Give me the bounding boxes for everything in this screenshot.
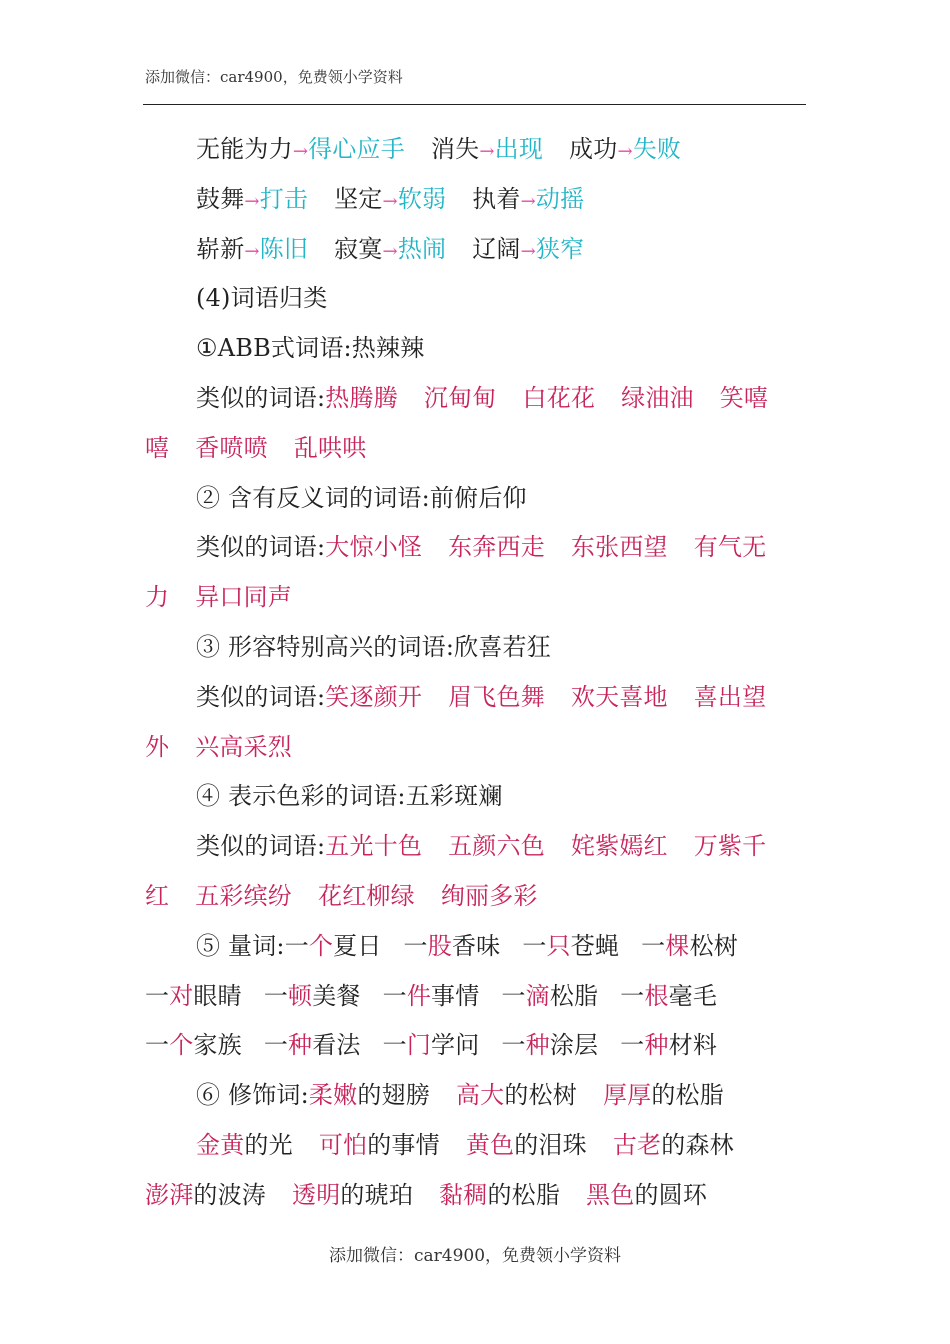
- measure-noun: 夏日: [333, 931, 382, 960]
- antonym-answer: 出现: [494, 135, 544, 163]
- measure-noun: 事情: [431, 981, 480, 1010]
- document-body: [145, 125, 810, 1221]
- measure-words-line: [145, 1021, 810, 1071]
- antonym-answer: 狭窄: [535, 234, 585, 263]
- similar-words-continued: [145, 872, 810, 922]
- answer-word: 笑逐颜开: [325, 682, 423, 711]
- modifier-line: [145, 1121, 810, 1171]
- similar-words-continued: [145, 573, 810, 623]
- antonym-row: [145, 125, 810, 175]
- answer-word: 红: [145, 881, 170, 910]
- group-title: ② 含有反义词的词语:前俯后仰: [196, 483, 527, 512]
- measure-prefix: 一: [145, 981, 170, 1010]
- arrow-icon: →: [382, 240, 398, 262]
- answer-word: 眉飞色舞: [448, 682, 545, 711]
- arrow-icon: →: [520, 240, 536, 262]
- measure-prefix: 一: [263, 981, 289, 1010]
- measure-prefix: 一: [382, 1031, 407, 1060]
- similar-label: 类似的词语:: [196, 533, 326, 562]
- antonym-word: 无能为力: [196, 135, 293, 163]
- antonym-word: 鼓舞: [196, 184, 245, 213]
- measure-word: 对: [169, 981, 194, 1010]
- measure-noun: 美餐: [312, 981, 361, 1010]
- measure-prefix: 一: [620, 1031, 645, 1060]
- modified-noun: 的波涛: [193, 1180, 267, 1209]
- antonym-answer: 动摇: [535, 184, 585, 213]
- answer-word: 绚丽多彩: [440, 881, 538, 910]
- antonym-word: 执着: [472, 184, 521, 213]
- answer-word: 沉甸甸: [423, 383, 497, 412]
- measure-prefix: 一: [501, 1031, 526, 1060]
- answer-word: 五光十色: [325, 832, 423, 861]
- antonym-answer: 软弱: [397, 184, 447, 213]
- measure-prefix: 一: [145, 1031, 170, 1060]
- arrow-icon: →: [479, 141, 495, 162]
- answer-word: 东奔西走: [448, 533, 545, 562]
- measure-noun: 苍蝇: [570, 931, 620, 960]
- measure-word: 门: [406, 1031, 432, 1060]
- section-title: (4)词语归类: [196, 284, 328, 313]
- answer-word: 力: [145, 583, 170, 612]
- similar-label: 类似的词语:: [196, 383, 326, 412]
- page-footer: 添加微信：car4900，免费领小学资料: [328, 1246, 622, 1266]
- group-title: ①ABB式词语:热辣辣: [196, 334, 425, 363]
- measure-prefix: 一: [501, 981, 526, 1010]
- antonym-answer: 打击: [259, 184, 309, 213]
- antonym-answer: 热闹: [397, 234, 447, 263]
- measure-prefix: 一: [403, 931, 428, 960]
- answer-word: 外: [145, 732, 170, 761]
- antonym-word: 崭新: [196, 234, 245, 263]
- measure-noun: 材料: [668, 1031, 718, 1060]
- modified-noun: 的事情: [367, 1130, 440, 1159]
- group-title: ④ 表示色彩的词语:五彩斑斓: [196, 782, 503, 811]
- group-label: ⑤ 量词:: [196, 931, 285, 960]
- modifier-word: 厚厚: [602, 1081, 652, 1110]
- modifier-word: 透明: [292, 1180, 341, 1209]
- modified-noun: 的泪珠: [514, 1130, 587, 1159]
- answer-word: 姹紫嫣红: [570, 832, 668, 861]
- modified-noun: 的光: [244, 1130, 293, 1159]
- modifier-word: 黑色: [586, 1180, 635, 1209]
- answer-word: 五彩缤纷: [195, 881, 293, 910]
- measure-word: 个: [308, 931, 334, 960]
- measure-word: 个: [169, 1031, 194, 1060]
- answer-word: 绿油油: [621, 383, 694, 412]
- answer-word: 兴高采烈: [195, 732, 293, 761]
- modified-noun: 的圆环: [634, 1180, 708, 1209]
- antonym-word: 消失: [430, 135, 480, 163]
- modifier-word: 古老: [612, 1130, 662, 1159]
- antonym-answer: 得心应手: [308, 135, 405, 163]
- measure-noun: 松树: [689, 931, 738, 960]
- answer-word: 笑嘻: [719, 383, 769, 412]
- similar-words-line: [145, 822, 810, 872]
- measure-noun: 香味: [451, 931, 501, 960]
- measure-noun: 看法: [312, 1031, 361, 1060]
- measure-word: 股: [427, 931, 452, 960]
- measure-noun: 学问: [431, 1031, 480, 1060]
- similar-words-line: [145, 673, 810, 723]
- measure-noun: 毫毛: [668, 981, 718, 1010]
- measure-word: 件: [406, 981, 432, 1010]
- answer-word: 喜出望: [693, 682, 767, 711]
- similar-words-line: [145, 523, 810, 573]
- measure-word: 棵: [665, 931, 690, 960]
- modified-noun: 的松脂: [651, 1081, 724, 1110]
- header-divider: [143, 104, 806, 105]
- similar-label: 类似的词语:: [196, 682, 326, 711]
- answer-word: 有气无: [693, 533, 767, 562]
- similar-words-line: [145, 374, 810, 424]
- group-label: ⑥ 修饰词:: [196, 1081, 309, 1110]
- modified-noun: 的琥珀: [340, 1180, 414, 1209]
- answer-word: 大惊小怪: [325, 533, 423, 562]
- answer-word: 花红柳绿: [318, 881, 415, 910]
- modifier-word: 可怕: [318, 1130, 368, 1159]
- arrow-icon: →: [382, 190, 398, 212]
- modifier-line: [145, 1071, 810, 1121]
- measure-prefix: 一: [284, 931, 309, 960]
- measure-prefix: 一: [620, 981, 645, 1010]
- answer-word: 白花花: [522, 383, 596, 412]
- measure-prefix: 一: [382, 981, 407, 1010]
- modified-noun: 的松树: [504, 1081, 577, 1110]
- arrow-icon: →: [520, 190, 536, 212]
- similar-label: 类似的词语:: [196, 832, 326, 861]
- antonym-word: 寂寞: [334, 234, 383, 263]
- measure-prefix: 一: [522, 931, 547, 960]
- modifier-word: 柔嫩: [308, 1081, 358, 1110]
- arrow-icon: →: [292, 141, 309, 162]
- measure-word: 种: [644, 1031, 669, 1060]
- measure-words-line: [145, 972, 810, 1022]
- answer-word: 香喷喷: [195, 433, 268, 462]
- measure-word: 顿: [288, 981, 313, 1010]
- measure-word: 种: [288, 1031, 313, 1060]
- similar-words-continued: [145, 424, 810, 474]
- arrow-icon: →: [244, 240, 260, 262]
- measure-words-line: [145, 922, 810, 972]
- antonym-word: 成功: [569, 135, 618, 163]
- answer-word: 乱哄哄: [293, 433, 367, 462]
- modified-noun: 的翅膀: [357, 1081, 430, 1110]
- answer-word: 欢天喜地: [570, 682, 668, 711]
- modifier-line: [145, 1171, 810, 1221]
- arrow-icon: →: [244, 190, 260, 212]
- measure-word: 只: [546, 931, 571, 960]
- modified-noun: 的松脂: [487, 1180, 561, 1209]
- arrow-icon: →: [617, 141, 633, 162]
- antonym-word: 辽阔: [472, 234, 521, 263]
- group-title: ③ 形容特别高兴的词语:欣喜若狂: [196, 632, 551, 661]
- measure-word: 根: [644, 981, 669, 1010]
- modifier-word: 黏稠: [439, 1180, 488, 1209]
- similar-words-continued: [145, 723, 810, 773]
- measure-prefix: 一: [263, 1031, 289, 1060]
- answer-word: 万紫千: [693, 832, 767, 861]
- modifier-word: 金黄: [196, 1130, 245, 1159]
- antonym-row: [145, 225, 810, 275]
- modifier-word: 黄色: [465, 1130, 515, 1159]
- antonym-answer: 失败: [632, 135, 682, 163]
- answer-word: 五颜六色: [448, 832, 545, 861]
- answer-word: 热腾腾: [325, 383, 398, 412]
- measure-prefix: 一: [641, 931, 666, 960]
- answer-word: 嘻: [145, 433, 170, 462]
- answer-word: 东张西望: [570, 533, 668, 562]
- modifier-word: 澎湃: [145, 1180, 194, 1209]
- page-header: 添加微信：car4900，免费领小学资料: [145, 68, 403, 86]
- measure-noun: 涂层: [549, 1031, 599, 1060]
- measure-noun: 眼睛: [193, 981, 242, 1010]
- modifier-word: 高大: [455, 1081, 505, 1110]
- antonym-word: 坚定: [334, 184, 383, 213]
- measure-word: 种: [525, 1031, 550, 1060]
- measure-noun: 家族: [193, 1031, 242, 1060]
- antonym-answer: 陈旧: [259, 234, 309, 263]
- measure-word: 滴: [525, 981, 550, 1010]
- measure-noun: 松脂: [549, 981, 599, 1010]
- modified-noun: 的森林: [661, 1130, 734, 1159]
- answer-word: 异口同声: [195, 583, 293, 612]
- antonym-row: [145, 175, 810, 225]
